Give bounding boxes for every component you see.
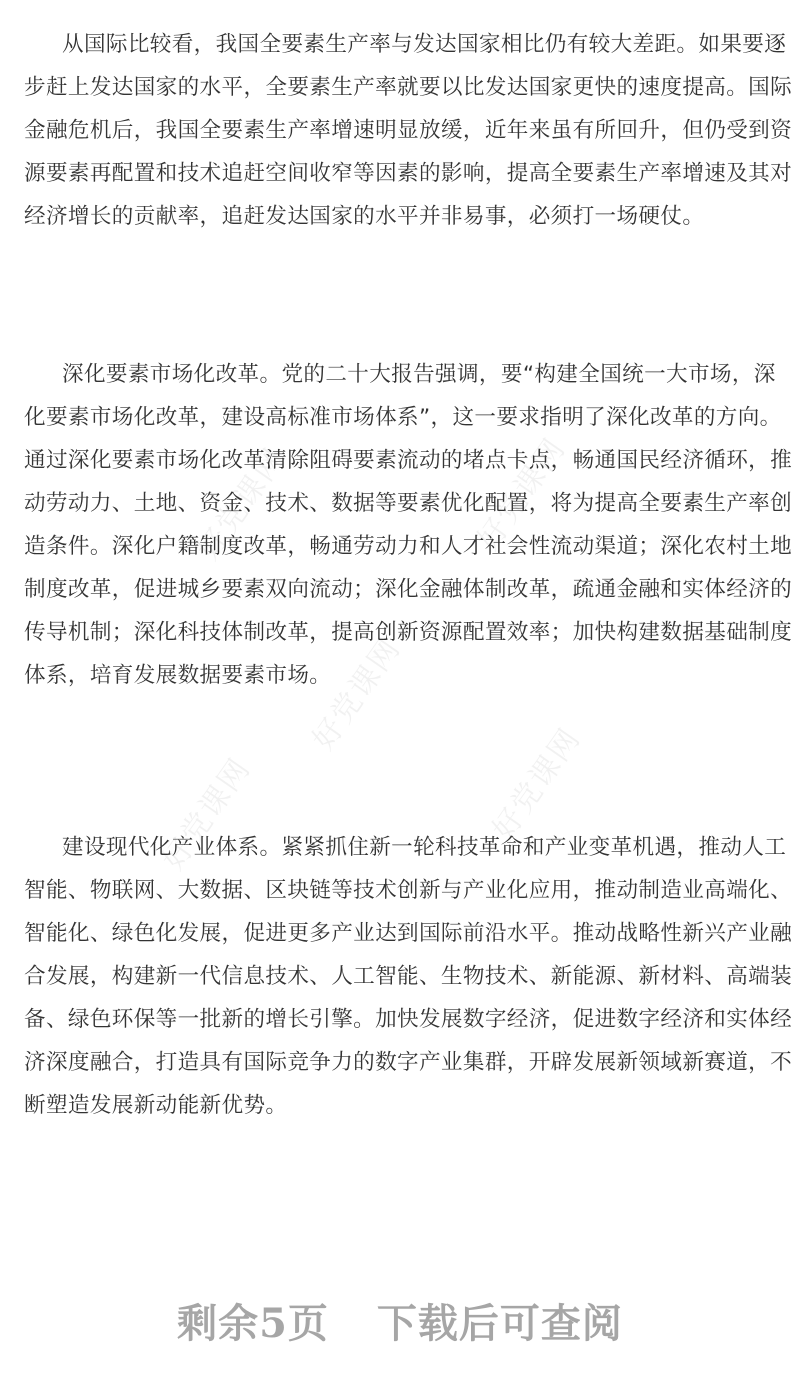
text-line: 体系，培育发展数据要素市场。 (24, 663, 332, 688)
text-line: 从国际比较看，我国全要素生产率与发达国家相比仍有较大差距。如果要逐 (62, 32, 787, 57)
text-line: 制度改革，促进城乡要素双向流动；深化金融体制改革，疏通金融和实体经济的 (24, 577, 793, 602)
text-line: 传导机制；深化科技体制改革，提高创新资源配置效率；加快构建数据基础制度 (24, 620, 793, 645)
watermark: 好党课网 (190, 441, 293, 567)
text-line: 造条件。深化户籍制度改革，畅通劳动力和人才社会性流动渠道；深化农村土地 (24, 534, 793, 559)
text-line: 深化要素市场化改革。党的二十大报告强调，要“构建全国统一大市场，深 (62, 362, 776, 387)
text-line: 通过深化要素市场化改革清除阻碍要素流动的堵点卡点，畅通国民经济循环，推 (24, 448, 793, 473)
text-line: 经济增长的贡献率，追赶发达国家的水平并非易事，必须打一场硬仗。 (24, 204, 705, 229)
text-line: 金融危机后，我国全要素生产率增速明显放缓，近年来虽有所回升，但仍受到资 (24, 118, 793, 143)
text-line: 断塑造发展新动能新优势。 (24, 1093, 288, 1118)
text-line: 合发展，构建新一代信息技术、人工智能、生物技术、新能源、新材料、高端装 (24, 964, 793, 989)
download-prompt-label[interactable]: 下载后可查阅 (376, 1300, 623, 1347)
text-line: 备、绿色环保等一批新的增长引擎。加快发展数字经济，促进数字经济和实体经 (24, 1007, 793, 1032)
text-line: 智能化、绿色化发展，促进更多产业达到国际前沿水平。推动战略性新兴产业融 (24, 921, 793, 946)
text-line: 步赶上发达国家的水平，全要素生产率就要以比发达国家更快的速度提高。国际 (24, 75, 793, 100)
text-line: 动劳动力、土地、资金、技术、数据等要素优化配置，将为提高全要素生产率创 (24, 491, 793, 516)
watermark: 好党课网 (470, 431, 573, 557)
text-line: 化要素市场化改革，建设高标准市场体系”，这一要求指明了深化改革的方向。 (24, 405, 782, 430)
watermark: 好党课网 (485, 721, 588, 847)
text-line: 建设现代化产业体系。紧紧抓住新一轮科技革命和产业变革机遇，推动人工 (62, 835, 787, 860)
watermark: 好党课网 (155, 751, 258, 877)
text-line: 智能、物联网、大数据、区块链等技术创新与产业化应用，推动制造业高端化、 (24, 878, 793, 903)
text-line: 济深度融合，打造具有国际竞争力的数字产业集群，开辟发展新领域新赛道，不 (24, 1050, 793, 1075)
text-line: 源要素再配置和技术追赶空间收窄等因素的影响，提高全要素生产率增速及其对 (24, 161, 793, 186)
download-banner[interactable] (0, 1292, 800, 1349)
watermark: 好党课网 (305, 631, 408, 757)
remaining-pages-label: 剩余5页 (177, 1300, 329, 1347)
